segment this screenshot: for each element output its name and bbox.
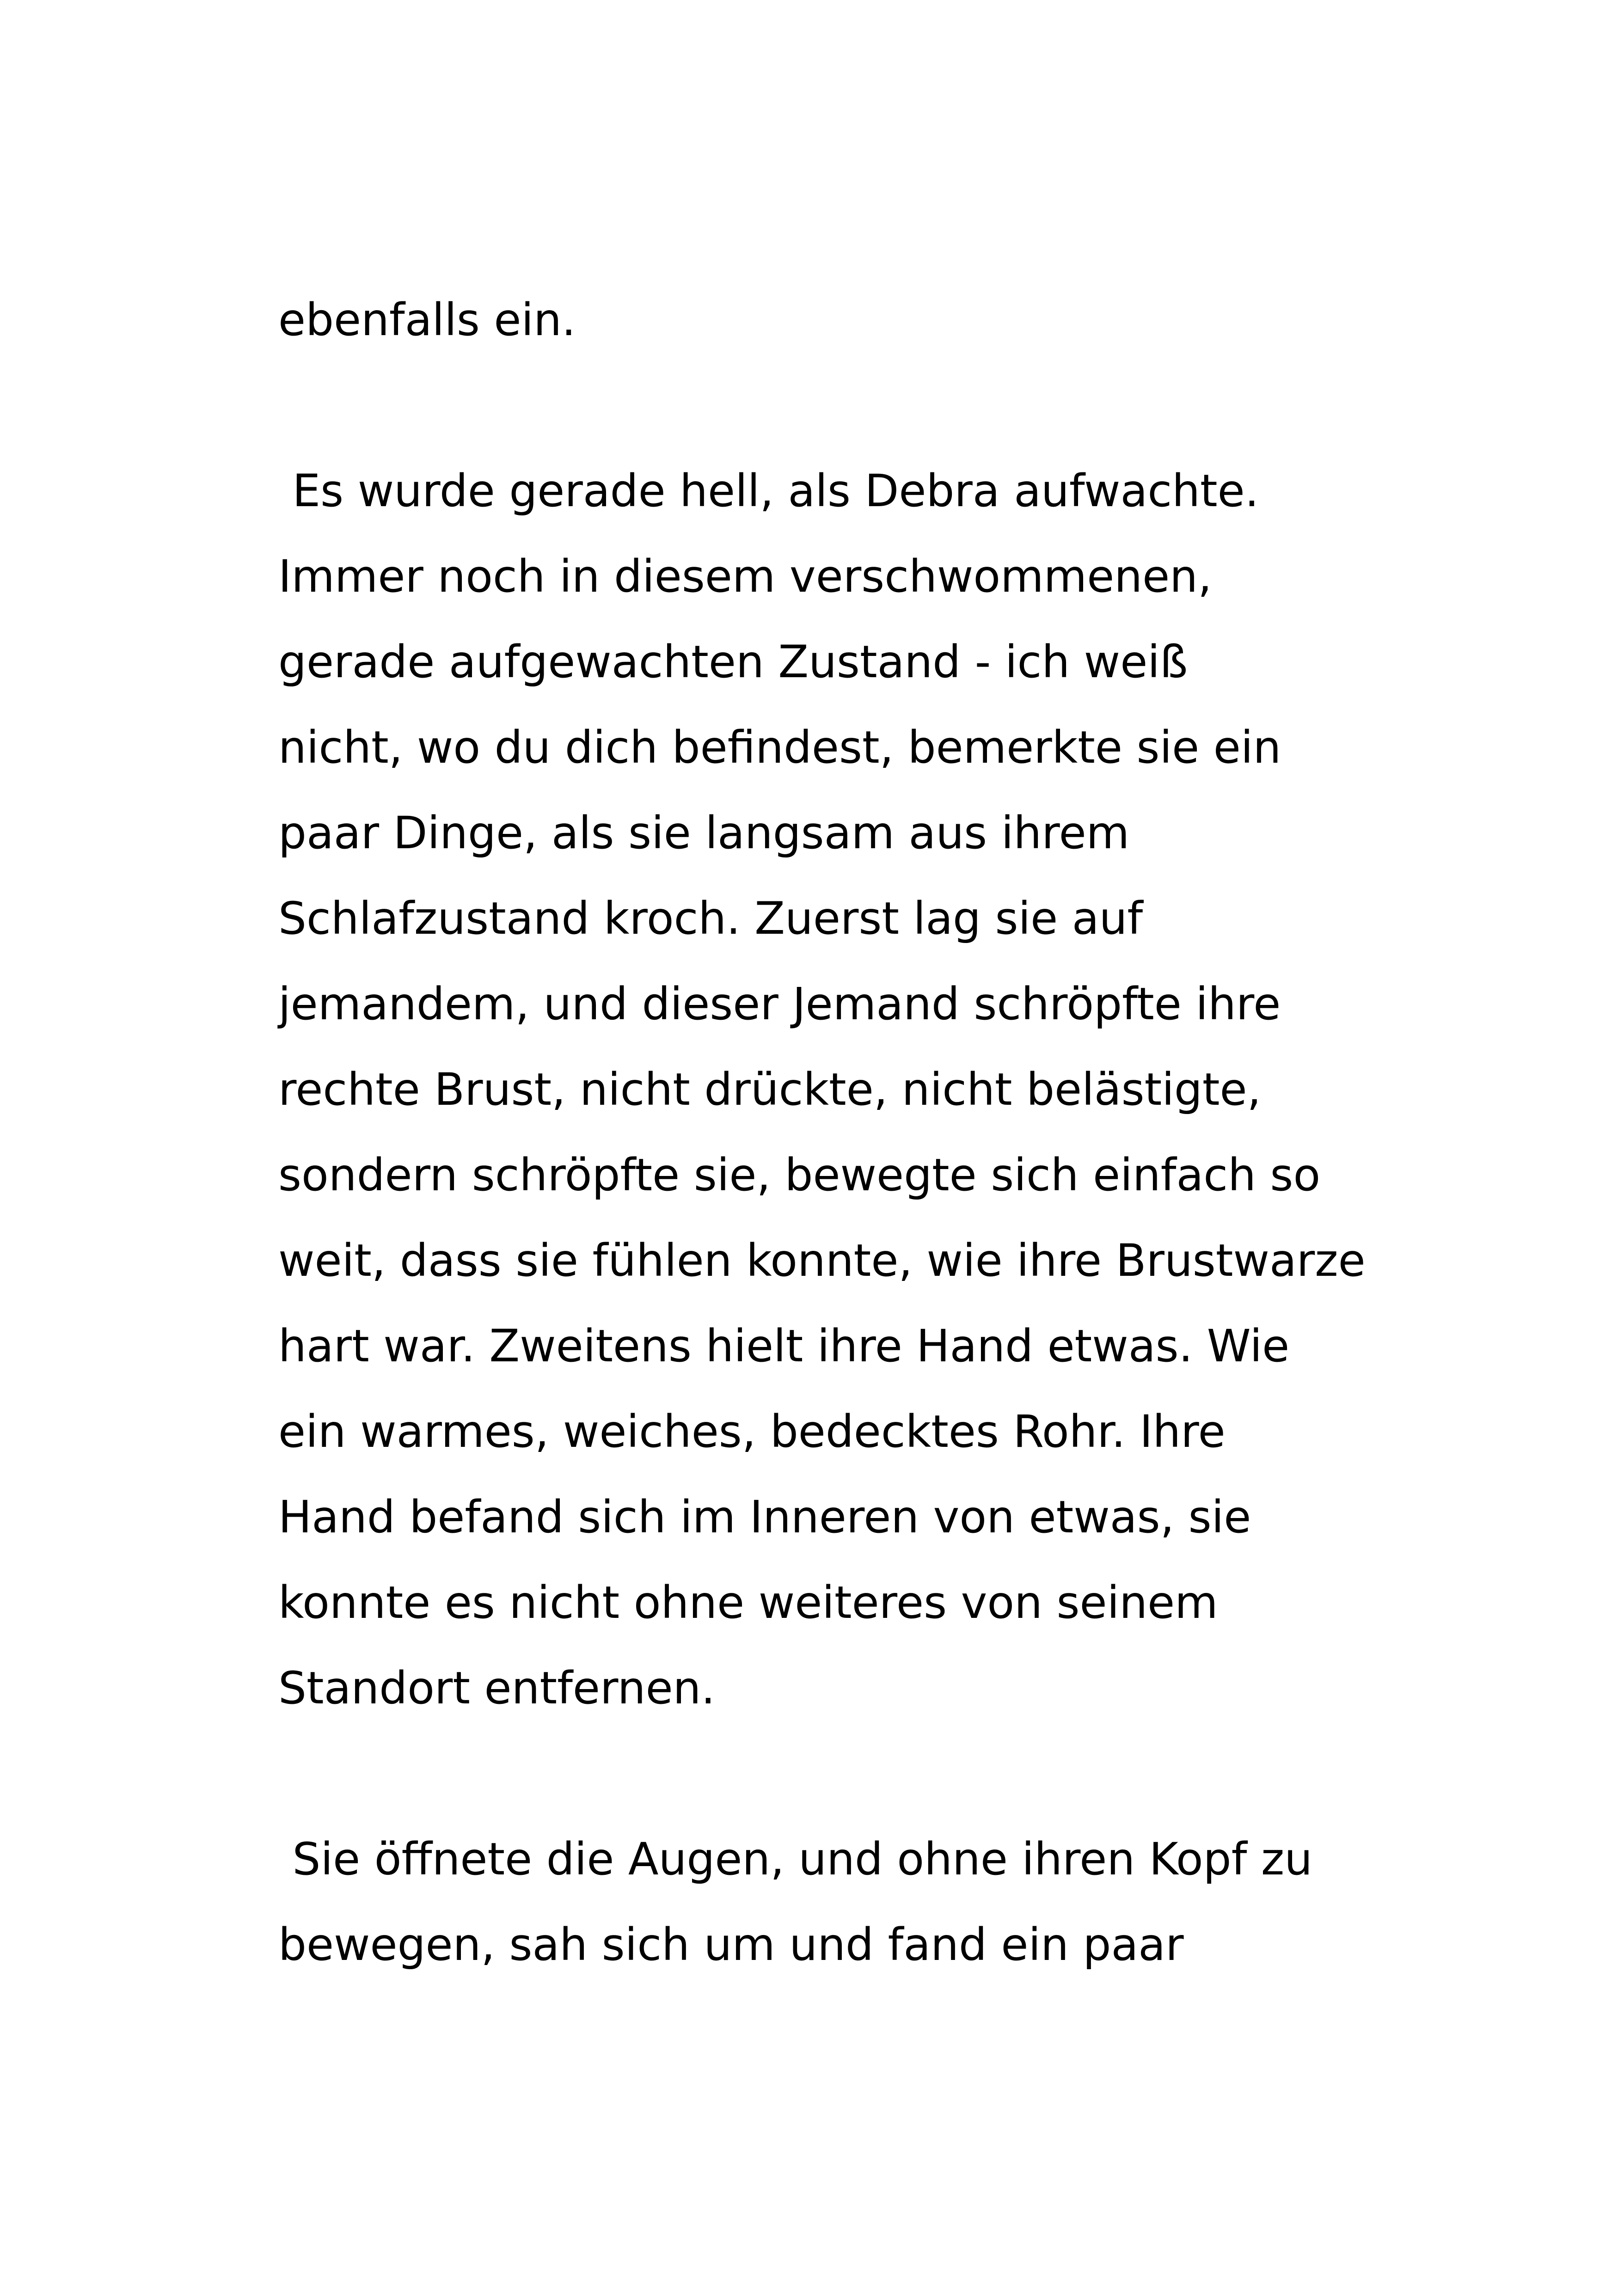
text-line: Es wurde gerade hell, als Debra aufwachte. <box>278 465 1259 517</box>
text-line: Hand befand sich im Inneren von etwas, sie <box>278 1491 1251 1543</box>
body-text <box>278 277 1388 1988</box>
text-line: ebenfalls ein. <box>278 294 576 346</box>
text-line: jemandem, und dieser Jemand schröpfte ihre <box>278 978 1281 1030</box>
text-line: Sie öffnete die Augen, und ohne ihren Kopf zu <box>278 1833 1313 1885</box>
text-line: paar Dinge, als sie langsam aus ihrem <box>278 807 1130 859</box>
text-line: gerade aufgewachten Zustand - ich weiß <box>278 636 1188 688</box>
paragraph-gap <box>278 363 1388 448</box>
text-line: weit, dass sie fühlen konnte, wie ihre Brustwarze <box>278 1235 1366 1286</box>
text-line: bewegen, sah sich um und fand ein paar <box>278 1919 1184 1971</box>
text-line: rechte Brust, nicht drückte, nicht belästigte, <box>278 1064 1262 1115</box>
text-line: hart war. Zweitens hielt ihre Hand etwas. Wie <box>278 1320 1290 1372</box>
text-line: Standort entfernen. <box>278 1662 715 1714</box>
text-line: ein warmes, weiches, bedecktes Rohr. Ihre <box>278 1406 1226 1457</box>
text-line: sondern schröpfte sie, bewegte sich einfach so <box>278 1149 1321 1201</box>
text-line: Schlafzustand kroch. Zuerst lag sie auf <box>278 893 1143 944</box>
text-line: nicht, wo du dich befindest, bemerkte sie ein <box>278 722 1281 773</box>
text-line: konnte es nicht ohne weiteres von seinem <box>278 1577 1218 1629</box>
text-line: Immer noch in diesem verschwommenen, <box>278 551 1212 602</box>
paragraph-gap <box>278 1731 1388 1817</box>
